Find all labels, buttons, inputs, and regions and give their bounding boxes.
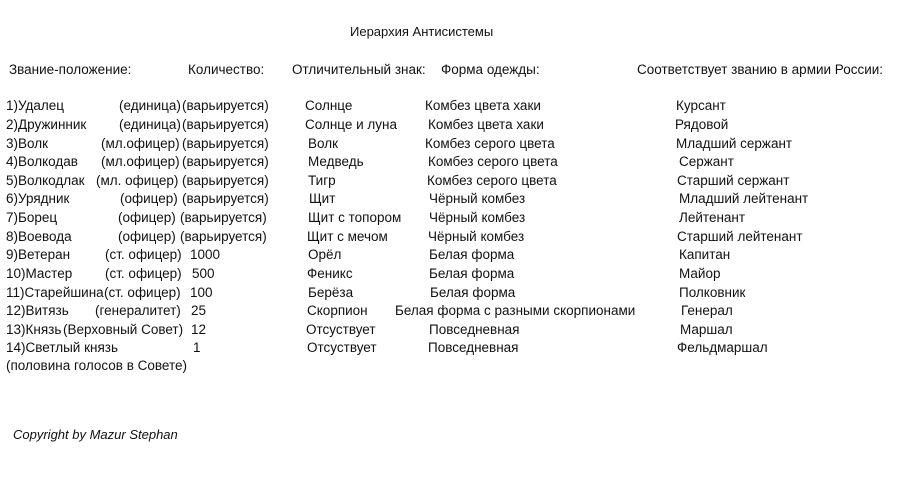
uniform-cell: Белая форма с разными скорпионами: [395, 303, 636, 318]
header-insignia: Отличительный знак:: [292, 62, 426, 77]
quantity-cell: (варьируется): [182, 191, 269, 206]
uniform-cell: Комбез цвета хаки: [428, 117, 544, 132]
quantity-cell: (варьируется): [180, 229, 267, 244]
quantity-cell: (варьируется): [182, 136, 269, 151]
insignia-cell: Орёл: [308, 247, 342, 262]
russian-army-cell: Маршал: [680, 322, 733, 337]
uniform-cell: Комбез цвета хаки: [425, 98, 541, 113]
uniform-cell: Чёрный комбез: [429, 191, 526, 206]
table-row: [0, 266, 900, 285]
uniform-cell: Белая форма: [429, 266, 515, 281]
insignia-cell: Щит с мечом: [307, 229, 388, 244]
category-cell: (ст. офицер): [105, 266, 182, 281]
table-row: [0, 229, 900, 248]
category-cell: (единица): [119, 98, 181, 113]
uniform-cell: Белая форма: [430, 285, 516, 300]
category-cell: (офицер): [118, 229, 176, 244]
rank-cell: 7)Борец: [6, 210, 58, 225]
quantity-cell: 1000: [190, 247, 221, 262]
copyright-notice: Copyright by Mazur Stephan: [13, 427, 178, 442]
russian-army-cell: Младший сержант: [676, 136, 793, 151]
table-row: [0, 136, 900, 155]
russian-army-cell: Старший лейтенант: [677, 229, 803, 244]
table-row: [0, 117, 900, 136]
quantity-cell: 100: [190, 285, 213, 300]
russian-army-cell: Сержант: [679, 154, 734, 169]
uniform-cell: Повседневная: [429, 322, 520, 337]
category-cell: (ст. офицер): [104, 285, 181, 300]
rank-cell: 14)Светлый князь: [6, 340, 118, 355]
quantity-cell: 1: [193, 340, 201, 355]
russian-army-cell: Младший лейтенант: [679, 191, 809, 206]
insignia-cell: Волк: [308, 136, 338, 151]
category-cell: (мл. офицер): [96, 173, 179, 188]
category-cell: (офицер): [120, 191, 178, 206]
russian-army-cell: Полковник: [679, 285, 746, 300]
rank-cell: 3)Волк: [6, 136, 49, 151]
uniform-cell: Комбез серого цвета: [428, 154, 558, 169]
insignia-cell: Тигр: [308, 173, 336, 188]
table-row: [0, 285, 900, 304]
quantity-cell: (варьируется): [182, 98, 269, 113]
insignia-cell: Щит с топором: [308, 210, 402, 225]
russian-army-cell: Майор: [679, 266, 721, 281]
page-title: Иерархия Антисистемы: [350, 24, 494, 39]
rank-cell: 4)Волкодав: [6, 154, 78, 169]
rank-cell: 1)Удалец: [6, 98, 65, 113]
insignia-cell: Берёза: [308, 285, 354, 300]
header-rank: Звание-положение:: [9, 62, 132, 77]
header-russian-army: Соответствует званию в армии России:: [637, 62, 884, 77]
insignia-cell: Солнце: [305, 98, 353, 113]
category-cell: (генералитет): [95, 303, 181, 318]
quantity-cell: 25: [191, 303, 207, 318]
uniform-cell: Чёрный комбез: [428, 229, 525, 244]
category-cell: (офицер): [118, 210, 176, 225]
uniform-cell: Комбез серого цвета: [425, 136, 555, 151]
category-cell: (мл.офицер): [101, 154, 180, 169]
uniform-cell: Комбез серого цвета: [427, 173, 557, 188]
russian-army-cell: Капитан: [679, 247, 731, 262]
header-quantity: Количество:: [188, 62, 265, 77]
rank-cell: 2)Дружинник: [6, 117, 87, 132]
russian-army-cell: Старший сержант: [677, 173, 790, 188]
insignia-cell: Скорпион: [307, 303, 368, 318]
insignia-cell: Медведь: [308, 154, 364, 169]
table-row: [0, 210, 900, 229]
quantity-cell: (варьируется): [180, 210, 267, 225]
rank-cell: 12)Витязь: [6, 303, 69, 318]
quantity-cell: 500: [192, 266, 215, 281]
table-row: [0, 247, 900, 266]
insignia-cell: Солнце и луна: [305, 117, 398, 132]
rank-cell: 6)Урядник: [6, 191, 70, 206]
table-row: [0, 340, 900, 359]
rank-cell: 9)Ветеран: [6, 247, 71, 262]
insignia-cell: Щит: [309, 191, 336, 206]
insignia-cell: Феникс: [307, 266, 353, 281]
category-cell: (Верховный Совет): [63, 322, 184, 337]
russian-army-cell: Лейтенант: [679, 210, 746, 225]
russian-army-cell: Фельдмаршал: [677, 340, 768, 355]
table-row: [0, 322, 900, 341]
table-row: [0, 173, 900, 192]
category-cell: (единица): [119, 117, 181, 132]
table-row: [0, 154, 900, 173]
rank-cell: 13)Князь: [6, 322, 62, 337]
footnote: (половина голосов в Совете): [6, 358, 187, 373]
rank-cell: 5)Волкодлак: [6, 173, 85, 188]
category-cell: (ст. офицер): [105, 247, 182, 262]
insignia-cell: Отсуствует: [307, 340, 377, 355]
insignia-cell: Отсуствует: [306, 322, 376, 337]
russian-army-cell: Рядовой: [675, 117, 729, 132]
rank-cell: 11)Старейшина: [6, 285, 104, 300]
header-uniform: Форма одежды:: [441, 62, 540, 77]
russian-army-cell: Курсант: [676, 98, 726, 113]
quantity-cell: (варьируется): [182, 154, 269, 169]
russian-army-cell: Генерал: [681, 303, 733, 318]
table-row: [0, 303, 900, 322]
table-row: [0, 98, 900, 117]
uniform-cell: Белая форма: [429, 247, 515, 262]
uniform-cell: Повседневная: [428, 340, 519, 355]
table-row: [0, 191, 900, 210]
rank-cell: 10)Мастер: [6, 266, 73, 281]
quantity-cell: (варьируется): [182, 173, 269, 188]
quantity-cell: 12: [191, 322, 207, 337]
rank-cell: 8)Воевода: [6, 229, 72, 244]
category-cell: (мл.офицер): [101, 136, 180, 151]
uniform-cell: Чёрный комбез: [429, 210, 526, 225]
quantity-cell: (варьируется): [182, 117, 269, 132]
